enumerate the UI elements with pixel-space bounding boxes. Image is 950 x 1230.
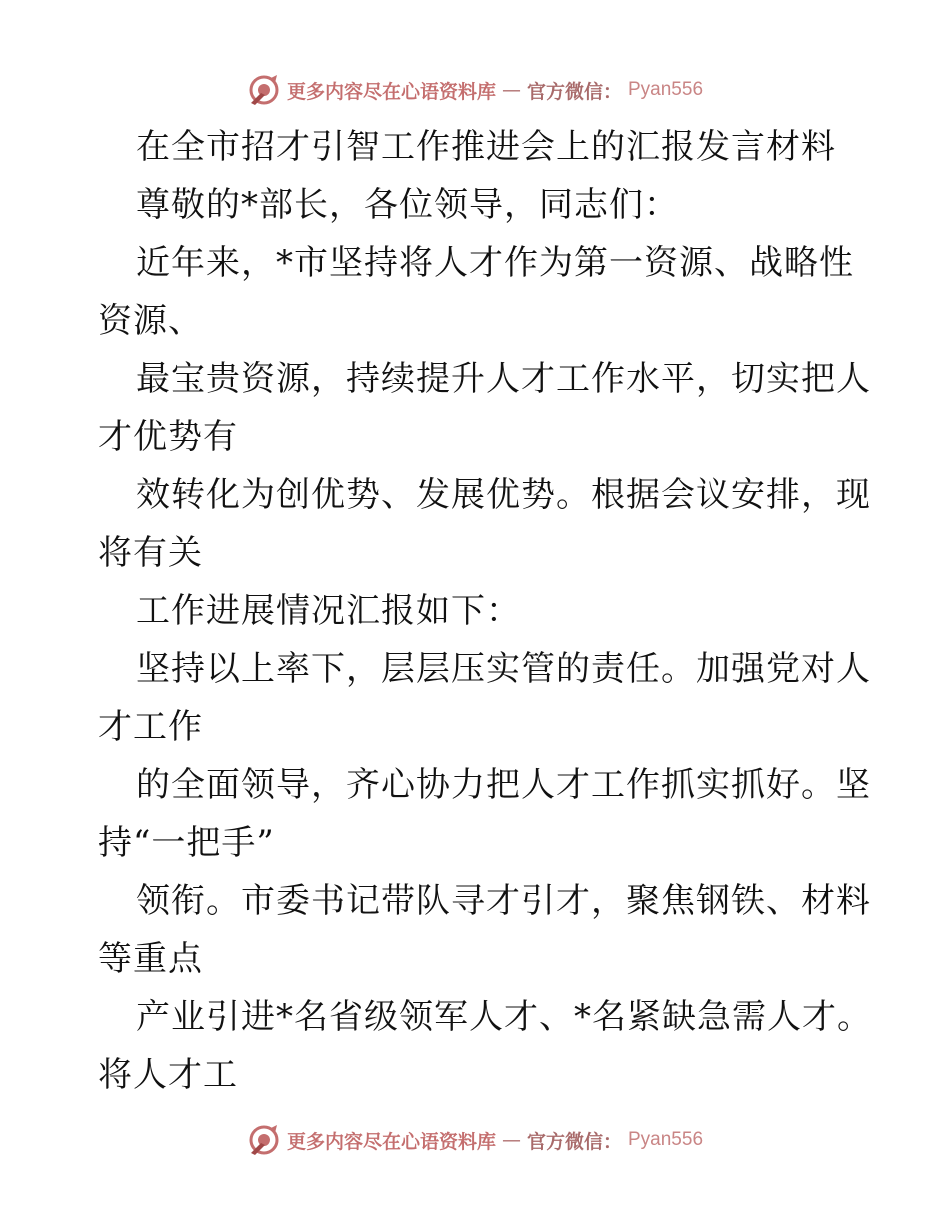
watermark-text: 更多内容尽在心语资料库 — [286, 1130, 496, 1153]
watermark-wechat-id: Pyan556 — [628, 79, 704, 100]
text-line: 才工作 — [98, 707, 203, 747]
pen-logo-icon — [247, 1123, 281, 1157]
text-line: 持“一把手” — [98, 823, 275, 863]
text-line: 领衔。市委书记带队寻才引才，聚焦钢铁、材料 — [136, 881, 871, 921]
pen-logo-icon — [247, 73, 281, 107]
header-watermark — [0, 70, 950, 110]
text-line: 将有关 — [98, 533, 203, 573]
text-line: 近年来，*市坚持将人才作为第一资源、战略性 — [136, 243, 854, 283]
watermark-wechat-label: 官方微信： — [526, 80, 622, 103]
watermark-wechat-label: 官方微信： — [526, 1130, 622, 1153]
watermark-dash: — — [501, 79, 521, 101]
text-line: 等重点 — [98, 939, 203, 979]
document-title: 在全市招才引智工作推进会上的汇报发言材料 — [136, 127, 836, 167]
text-line: 最宝贵资源，持续提升人才工作水平，切实把人 — [136, 359, 871, 399]
watermark-text: 更多内容尽在心语资料库 — [286, 80, 496, 103]
watermark-dash: — — [501, 1129, 521, 1151]
text-line: 产业引进*名省级领军人才、*名紧缺急需人才。 — [136, 997, 872, 1037]
text-line: 坚持以上率下，层层压实管的责任。加强党对人 — [136, 649, 871, 689]
text-line: 效转化为创优势、发展优势。根据会议安排，现 — [136, 475, 871, 515]
text-line: 资源、 — [98, 301, 203, 341]
text-line: 的全面领导，齐心协力把人才工作抓实抓好。坚 — [136, 765, 871, 805]
text-line: 工作进展情况汇报如下： — [136, 591, 521, 631]
text-line: 才优势有 — [98, 417, 238, 457]
salutation: 尊敬的*部长，各位领导，同志们： — [136, 185, 679, 225]
text-line: 将人才工 — [98, 1055, 238, 1095]
footer-watermark — [0, 1120, 950, 1160]
document-body — [98, 118, 872, 1104]
watermark-wechat-id: Pyan556 — [628, 1129, 704, 1150]
